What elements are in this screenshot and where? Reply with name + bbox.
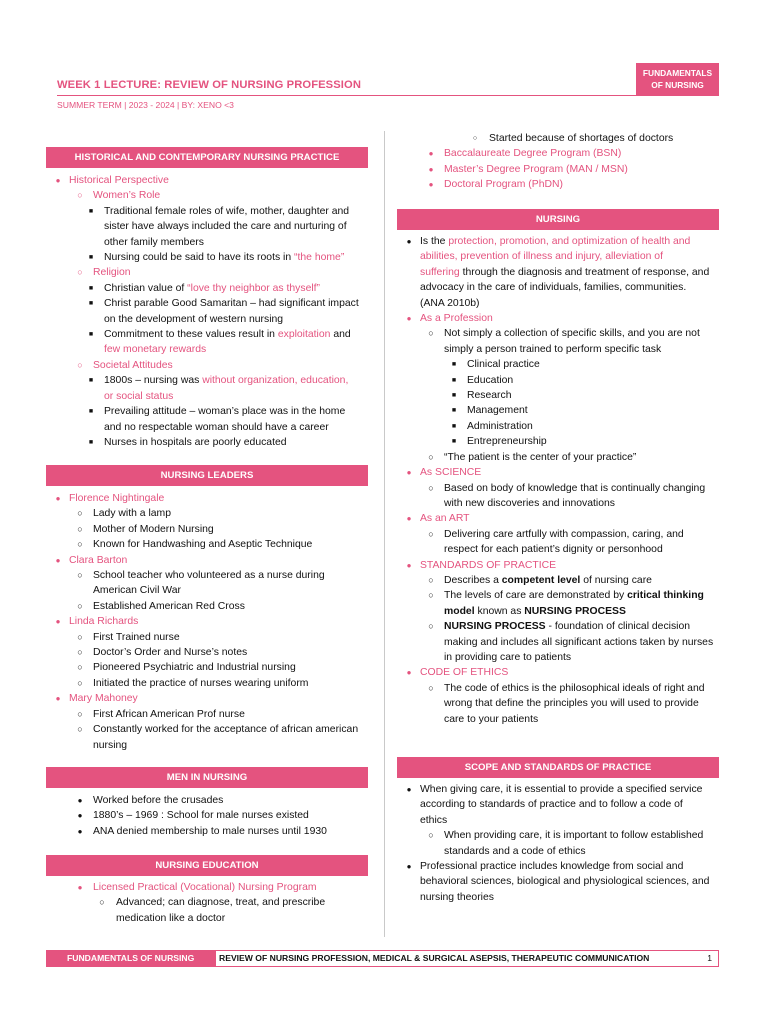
list-item: ■ Management	[451, 405, 528, 417]
list-item: ● Licensed Practical (Vocational) Nursing Program	[77, 882, 317, 893]
historical-list	[46, 173, 371, 450]
list-item-cont: in providing care to patients	[444, 651, 572, 663]
page-subtitle: SUMMER TERM | 2023 - 2024 | BY: XENO <3	[57, 100, 234, 110]
list-item: ■ Education	[451, 374, 514, 386]
list-item-cont: according to standards of practice and to follow a code of	[420, 799, 683, 811]
list-item: ○ Initiated the practice of nurses wearing uniform	[77, 677, 309, 689]
list-item: ■ Christian value of “love thy neighbor as thyself”	[88, 282, 321, 294]
list-item: ○ Not simply a collection of specific skills, and you are not	[428, 328, 700, 340]
list-item-cont: medication like a doctor	[116, 912, 226, 924]
list-item: ● Baccalaureate Degree Program (BSN)	[428, 148, 622, 160]
list-item-cont: standards and a code of ethics	[444, 845, 586, 857]
list-item: ■ Nursing could be said to have its roots in “the home”	[88, 252, 345, 264]
education-list-continued	[397, 131, 722, 193]
section-heading-education: NURSING EDUCATION	[46, 855, 368, 876]
list-item: ○ First African American Prof nurse	[77, 708, 245, 720]
list-item: ○ Established American Red Cross	[77, 600, 245, 612]
list-item: ■ Commitment to these values result in exploitation and	[88, 329, 351, 341]
list-item: ○ The levels of care are demonstrated by critical thinking	[428, 590, 704, 602]
list-item: ○ The code of ethics is the philosophical ideals of right and	[428, 682, 705, 694]
list-item: ○ Pioneered Psychiatric and Industrial nursing	[77, 662, 296, 674]
list-item: ○ Delivering care artfully with compassion, caring, and	[428, 528, 684, 540]
list-item: ■ Christ parable Good Samaritan – had significant impact	[88, 298, 359, 310]
list-item: ○ Doctor’s Order and Nurse’s notes	[77, 647, 248, 659]
education-list	[46, 880, 371, 926]
section-heading-nursing: NURSING	[397, 209, 719, 230]
page-number: 1	[707, 953, 712, 963]
list-item: ● Mary Mahoney	[55, 693, 138, 705]
list-item: ○ School teacher who volunteered as a nurse during	[77, 570, 325, 582]
list-item-cont: advocacy in the care of individuals, families, communities.	[420, 282, 687, 294]
list-item: ○ Societal Attitudes	[77, 359, 173, 371]
list-item-cont: respect for each patient’s dignity or personhood	[444, 544, 663, 556]
list-item-cont: care to your patients	[444, 713, 539, 725]
list-item-cont: wrong that define the principles you will used to provide	[444, 698, 699, 710]
scope-list	[397, 782, 722, 905]
list-item: ● Linda Richards	[55, 616, 139, 628]
page-title: WEEK 1 LECTURE: REVIEW OF NURSING PROFESSION	[57, 79, 361, 91]
list-item-cont: with new discoveries and innovations	[444, 497, 615, 509]
list-item-cont: model known as NURSING PROCESS	[444, 605, 626, 617]
list-item-cont: American Civil War	[93, 585, 181, 597]
list-item: ○ NURSING PROCESS - foundation of clinical decision	[428, 621, 691, 633]
list-item-cont: on the development of western nursing	[104, 313, 284, 325]
list-item-cont: other family members	[104, 236, 204, 248]
list-item: ○ Women’s Role	[77, 190, 161, 202]
list-item: ○ Constantly worked for the acceptance of african american	[77, 724, 359, 736]
footer-course: FUNDAMENTALS OF NURSING	[46, 950, 216, 967]
header-rule	[57, 95, 719, 96]
list-item-cont: and no respectable woman should have a career	[104, 421, 329, 433]
list-item: ● STANDARDS OF PRACTICE	[406, 559, 557, 571]
list-item: ■ Traditional female roles of wife, mother, daughter and	[88, 205, 350, 217]
list-item: ● Doctoral Program (PhDN)	[428, 179, 563, 191]
nursing-list	[397, 234, 722, 727]
list-item-cont: nursing theories	[420, 891, 494, 903]
section-heading-leaders: NURSING LEADERS	[46, 465, 368, 486]
footer-topics	[216, 950, 719, 967]
list-item: ● Master’s Degree Program (MAN / MSN)	[428, 163, 628, 175]
list-item: ■ Entrepreneurship	[451, 436, 547, 448]
list-item-cont: abilities, prevention of illness and injury, alleviation of	[420, 251, 663, 263]
list-item: ○ Started because of shortages of doctors	[472, 133, 674, 144]
list-item-cont: nursing	[93, 739, 128, 751]
list-item: ● Professional practice includes knowledge from social and	[406, 861, 684, 873]
list-item: ○ Based on body of knowledge that is continually changing	[428, 482, 706, 494]
list-item: ● Worked before the crusades	[77, 795, 224, 806]
list-item: ● Historical Perspective	[55, 175, 169, 186]
list-item: ● When giving care, it is essential to provide a specified service	[406, 784, 703, 795]
list-item: ■ Nurses in hospitals are poorly educated	[88, 436, 287, 448]
list-item-cont: sister have always included the care and nurturing of	[104, 221, 347, 233]
list-item-cont: suffering through the diagnosis and treatment of response, and	[420, 266, 710, 278]
course-badge-line1: FUNDAMENTALS	[642, 68, 713, 78]
list-item: ○ Religion	[77, 267, 131, 279]
list-item: ■ Clinical practice	[451, 359, 540, 371]
list-item: ○ Advanced; can diagnose, treat, and prescribe	[99, 897, 326, 909]
list-item: ○ “The patient is the center of your practice”	[428, 451, 637, 463]
list-item: ● Is the protection, promotion, and optimization of health and	[406, 236, 691, 247]
list-item-cont: (ANA 2010b)	[420, 297, 480, 309]
list-item: ● CODE OF ETHICS	[406, 667, 509, 679]
footer-topics-text: REVIEW OF NURSING PROFESSION, MEDICAL & SURGICAL ASEPSIS, THERAPEUTIC COMMUNICATION	[219, 953, 650, 963]
list-item: ○ Mother of Modern Nursing	[77, 523, 214, 535]
list-item: ● As an ART	[406, 513, 470, 525]
list-item: ○ First Trained nurse	[77, 631, 180, 643]
list-item: ● Florence Nightingale	[55, 493, 165, 504]
column-divider	[384, 131, 385, 937]
list-item: ○ Describes a competent level of nursing care	[428, 574, 652, 586]
list-item: ○ Known for Handwashing and Aseptic Technique	[77, 539, 313, 551]
list-item: ■ 1800s – nursing was without organization, education,	[88, 375, 349, 387]
list-item-cont: or social status	[104, 390, 174, 402]
list-item-cont: simply a person trained to perform specific task	[444, 343, 662, 355]
list-item-cont: few monetary rewards	[104, 344, 207, 356]
list-item-cont: ethics	[420, 814, 448, 826]
list-item: ○ When providing care, it is important to follow established	[428, 830, 704, 842]
list-item: ● Clara Barton	[55, 554, 128, 566]
leaders-list	[46, 491, 371, 753]
list-item: ● ANA denied membership to male nurses until 1930	[77, 825, 327, 837]
men-list	[46, 793, 371, 839]
list-item: ■ Administration	[451, 420, 533, 432]
list-item: ● As a Profession	[406, 313, 493, 325]
list-item: ● As SCIENCE	[406, 467, 482, 479]
list-item-cont: making and includes all significant actions taken by nurses	[444, 636, 714, 648]
section-heading-historical: HISTORICAL AND CONTEMPORARY NURSING PRACTICE	[46, 147, 368, 168]
list-item: ● 1880’s – 1969 : School for male nurses existed	[77, 810, 309, 822]
list-item: ■ Research	[451, 390, 512, 402]
course-badge	[636, 63, 719, 96]
list-item: ■ Prevailing attitude – woman’s place was in the home	[88, 406, 346, 418]
section-heading-scope: SCOPE AND STANDARDS OF PRACTICE	[397, 757, 719, 778]
course-badge-line2: OF NURSING	[651, 80, 704, 90]
list-item: ○ Lady with a lamp	[77, 508, 171, 520]
list-item-cont: behavioral sciences, biological and physiological sciences, and	[420, 876, 710, 888]
section-heading-men: MEN IN NURSING	[46, 767, 368, 788]
